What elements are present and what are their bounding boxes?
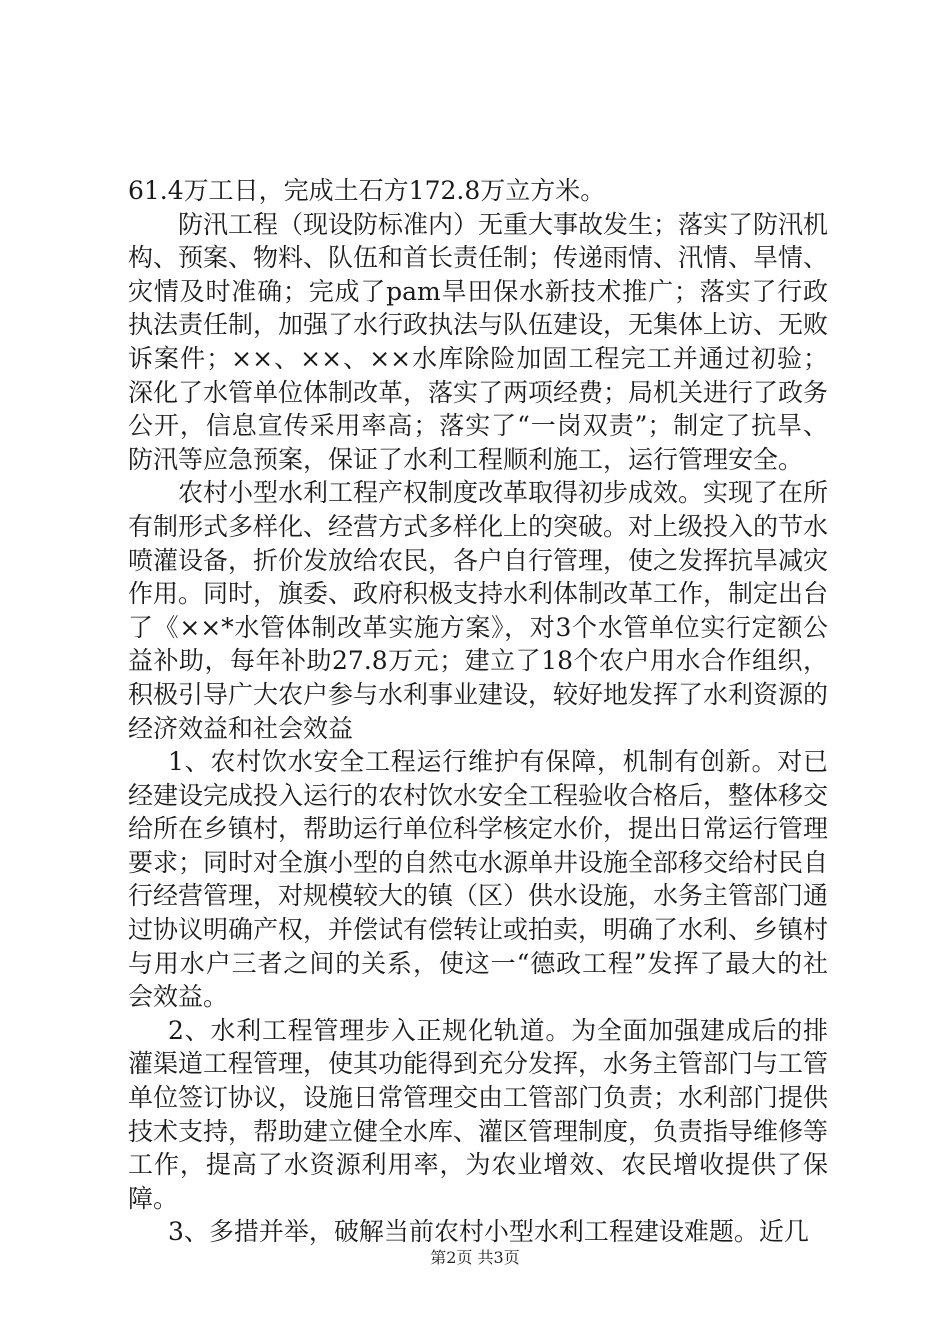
paragraph-6: 3、多措并举，破解当前农村小型水利工程建设难题。近几 (168, 1217, 809, 1247)
paragraph-2: 防汛工程（现设防标准内）无重大事故发生；落实了防汛机构、预案、物料、队伍和首长责任制；传递雨情、汛情、旱情、灾情及时准确；完成了pam旱田保水新技术推广；落实了行政执法责任制，加强了水行政执法与队伍建设，无集体上访、无败诉案件；××、××、××水库除险加固工程完工并通过初验；深化了水管单位体制改革，落实了两项经费；局机关进行了政务公开，信息宣传采用率高；落实了“一岗双责”；制定了抗旱、防汛等应急预案，保证了水利工程顺利施工，运行管理安全。 (128, 209, 829, 474)
paragraph-4: 1、农村饮水安全工程运行维护有保障，机制有创新。对已经建设完成投入运行的农村饮水安全工程验收合格后，整体移交给所在乡镇村，帮助运行单位科学核定水价，提出日常运行管理要求；同时对全旗小型的自然屯水源单井设施全部移交给村民自行经营管理，对规模较大的镇（区）供水设施，水务主管部门通过协议明确产权，并偿试有偿转让或拍卖，明确了水利、乡镇村与用水户三者之间的关系，使这一“德政工程”发挥了最大的社会效益。 (128, 747, 829, 1012)
paragraph-1: 61.4万工日，完成土石方172.8万立方米。 (128, 176, 606, 205)
page-footer: 第2页 共3页 (430, 1248, 520, 1267)
paragraph-3: 农村小型水利工程产权制度改革取得初步成效。实现了在所有制形式多样化、经营方式多样化上的突破。对上级投入的节水喷灌设备，折价发放给农民，各户自行管理，使之发挥抗旱减灾作用。同时，旗委、政府积极支持水利体制改革工作，制定出台了《××*水管体制改革实施方案》，对3个水管单位实行定额公益补助，每年补助27.8万元；建立了18个农户用水合作组织，积极引导广大农户参与水利事业建设，较好地发挥了水利资源的经济效益和社会效益 (128, 478, 829, 743)
paragraph-5: 2、水利工程管理步入正规化轨道。为全面加强建成后的排灌渠道工程管理，使其功能得到充分发挥，水务主管部门与工管单位签订协议，设施日常管理交由工管部门负责；水利部门提供技术支持，帮助建立健全水库、灌区管理制度，负责指导维修等工作，提高了水资源利用率，为农业增效、农民增收提供了保障。 (128, 1015, 829, 1213)
document-body (128, 174, 828, 1249)
